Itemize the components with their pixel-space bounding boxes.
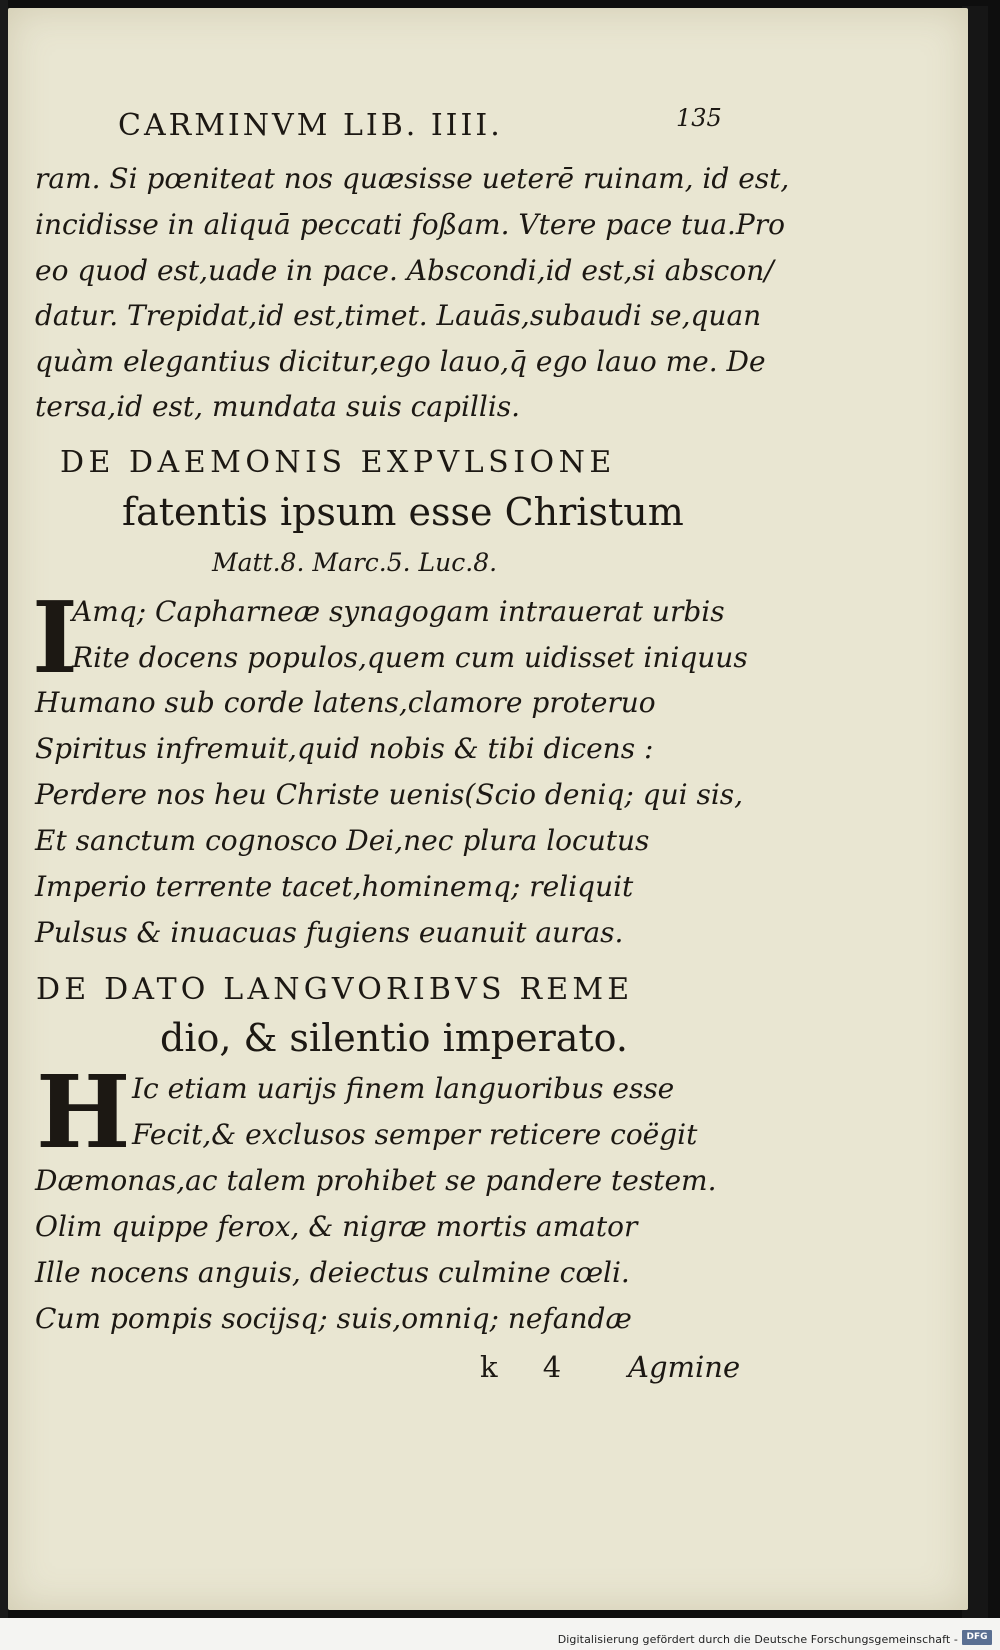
drop-cap: H xyxy=(36,1053,131,1171)
section-heading-caps: DE DAEMONIS EXPVLSIONE xyxy=(60,445,616,480)
running-head-title: CARMINVM LIB. IIII. xyxy=(118,108,503,143)
verse-line: Cum pompis socijsq; suis,omniq; nefandæ xyxy=(35,1302,632,1335)
verse-line: Pulsus & inuacuas fugiens euanuit auras. xyxy=(35,916,624,949)
section-heading-sub: dio, & silentio imperato. xyxy=(160,1016,628,1060)
verse-line: Ille nocens anguis, deiectus culmine cœli. xyxy=(35,1256,630,1289)
verse-line: Rite docens populos,quem cum uidisset iniquus xyxy=(72,641,748,674)
prose-line: eo quod est,uade in pace. Abscondi,id est,si abscon/ xyxy=(35,254,774,287)
prose-line: ram. Si pœniteat nos quæsisse ueterē ruinam, id est, xyxy=(35,162,790,195)
catchword: Agmine xyxy=(628,1350,741,1384)
verse-line: Dæmonas,ac talem prohibet se pandere testem. xyxy=(35,1164,717,1197)
scan-frame-left xyxy=(0,0,8,1650)
prose-line: quàm elegantius dicitur,ego lauo,q̄ ego lauo me. De xyxy=(35,345,766,378)
prose-line: incidisse in aliquā peccati foßam. Vtere pace tua.Pro xyxy=(35,208,786,241)
verse-line: Ic etiam uarijs finem languoribus esse xyxy=(132,1072,675,1105)
verse-line: Olim quippe ferox, & nigræ mortis amator xyxy=(35,1210,638,1243)
prose-line: datur. Trepidat,id est,timet. Lauās,subaudi se,quan xyxy=(35,299,762,332)
section-heading-sub: fatentis ipsum esse Christum xyxy=(122,490,684,534)
page-number: 135 xyxy=(676,104,722,132)
signature-mark: k 4 xyxy=(480,1350,580,1384)
prose-line: tersa,id est, mundata suis capillis. xyxy=(35,390,521,423)
verse-line: Et sanctum cognosco Dei,nec plura locutus xyxy=(35,824,650,857)
verse-line: Fecit,& exclusos semper reticere coëgit xyxy=(132,1118,698,1151)
scripture-reference: Matt.8. Marc.5. Luc.8. xyxy=(212,548,498,577)
verse-line: Spiritus infremuit,quid nobis & tibi dicens : xyxy=(35,732,654,765)
verse-line: Amq; Capharneæ synagogam intrauerat urbis xyxy=(72,595,725,628)
section-heading-caps: DE DATO LANGVORIBVS REME xyxy=(36,972,634,1007)
verse-line: Humano sub corde latens,clamore proteruo xyxy=(35,686,656,719)
verse-line: Imperio terrente tacet,hominemq; reliquit xyxy=(35,870,634,903)
verse-line: Perdere nos heu Christe uenis(Scio deniq; qui sis, xyxy=(35,778,744,811)
digitization-credit: Digitalisierung gefördert durch die Deutsche Forschungsgemeinschaft - xyxy=(557,1633,958,1646)
drop-cap: I xyxy=(32,581,78,696)
dfg-logo-badge: DFG xyxy=(962,1630,992,1645)
